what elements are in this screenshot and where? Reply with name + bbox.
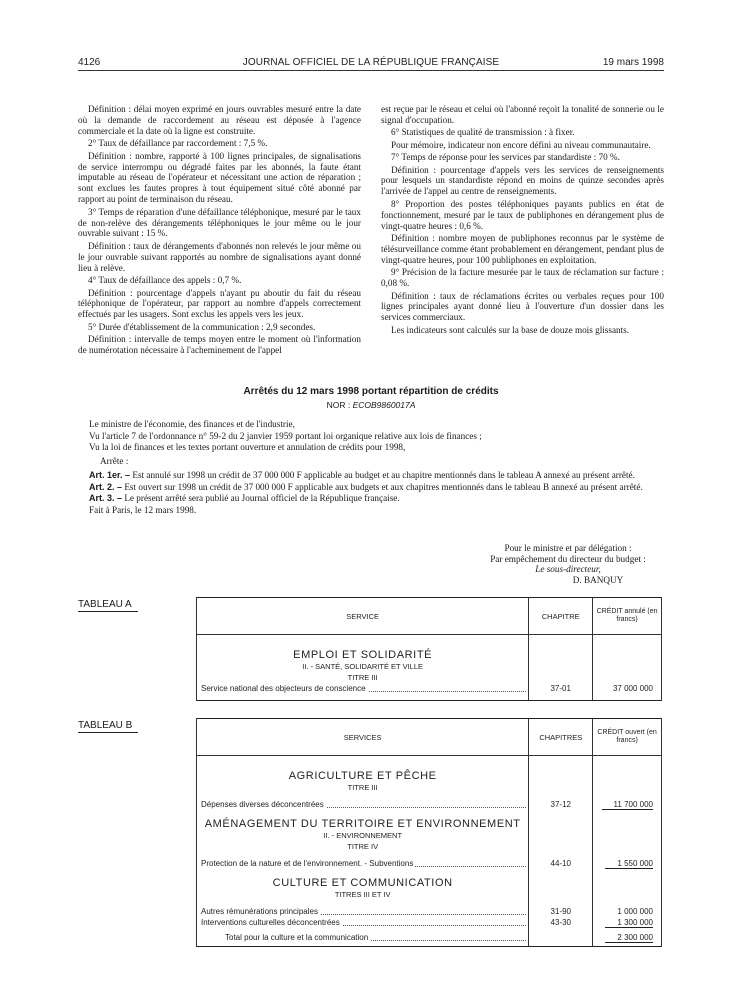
table-row-label <box>197 906 529 917</box>
article-1 <box>78 470 664 481</box>
table-row-chapitre: 37-12 <box>529 799 593 810</box>
col-header-chapitre: CHAPITRE <box>529 598 593 635</box>
col-header-credit: CRÉDIT ouvert (en francs) <box>593 719 662 756</box>
nor-label: NOR : <box>326 400 351 410</box>
paragraph: 5° Durée d'établissement de la communication : 2,9 secondes. <box>88 321 316 332</box>
signatory-name: D. BANQUY <box>572 574 624 585</box>
section-title: CULTURE ET COMMUNICATION <box>197 869 529 889</box>
signature-role-wrap <box>470 564 666 575</box>
table-row-amount <box>593 799 662 810</box>
titre-label: TITRE III <box>197 782 529 793</box>
article-2 <box>78 482 664 493</box>
article-text: Est ouvert sur 1998 un crédit de 37 000 000 F applicable aux budgets et aux chapitres mentionnés dans le tableau B annexé au présent arrêté. <box>122 481 643 492</box>
paragraph: 7° Temps de réponse pour les services par standardiste : 70 %. <box>391 152 620 163</box>
article-text: Est annulé sur 1998 un crédit de 37 000 000 F applicable au budget et au chapitre mentionnés dans le tableau A annexé au présent arrêté. <box>130 470 635 480</box>
amount-value: 1 300 000 <box>605 918 653 928</box>
table-row-chapitre: 31-90 <box>529 906 593 917</box>
table-row-label <box>197 799 529 810</box>
tableau-a <box>196 597 662 701</box>
paragraph: Définition : pourcentage d'appels n'ayant pu aboutir du fait du réseau téléphonique de l'opérateur, par rapport au nombre d'appels correctement effectués par les usagers. Sont exclus les appels vers les jeux. <box>78 287 361 320</box>
col-header-service: SERVICE <box>197 598 529 635</box>
page-header <box>78 57 664 71</box>
nor-reference <box>78 400 664 410</box>
row-label-text: Service national des objecteurs de conscience <box>201 684 366 693</box>
tableau-a-label: TABLEAU A <box>78 599 138 612</box>
titre-label: TITRE IV <box>197 841 529 852</box>
titre-label: TITRES III ET IV <box>197 889 529 900</box>
section-title: AMÉNAGEMENT DU TERRITOIRE ET ENVIRONNEMENT <box>197 810 529 830</box>
paragraph: 9° Précision de la facture mesurée par le taux de réclamation sur facture : 0,08 %. <box>381 267 664 289</box>
paragraph: Définition : pourcentage d'appels vers les services de renseignements pour lesquels un standardiste répond en moins de quinze secondes après l'arrivée de l'appel au centre de renseignements. <box>381 164 664 197</box>
paragraph: Définition : taux de réclamations écrites ou verbales reçues pour 100 lignes principales ayant donné lieu à l'ouverture d'un dossier dans les services commerciaux. <box>381 290 664 323</box>
table-row-label <box>197 683 529 694</box>
article-label: Art. 3. – <box>89 493 123 503</box>
signature-role: Le sous-directeur, <box>535 564 601 575</box>
section-title: EMPLOI ET SOLIDARITÉ <box>197 635 529 662</box>
done-line: Fait à Paris, le 12 mars 1998. <box>89 504 197 515</box>
total-amount-value: 2 300 000 <box>605 933 653 943</box>
total-row-label <box>197 932 529 943</box>
paragraph: Les indicateurs sont calculés sur la base de douze mois glissants. <box>391 324 630 335</box>
intro-line: Le ministre de l'économie, des finances et de l'industrie, <box>89 419 295 429</box>
signature-line: Pour le ministre et par délégation : <box>504 543 632 553</box>
signature-line: Par empêchement du directeur du budget : <box>490 553 646 564</box>
table-row-chapitre: 37-01 <box>529 683 593 694</box>
signature-block <box>470 543 666 585</box>
paragraph: Définition : taux de dérangements d'abonnés non relevés le jour même ou le jour ouvrable suivant rapportés au nombre de signalisations ayant donné lieu à relève. <box>78 240 361 273</box>
amount-value: 11 700 000 <box>602 800 653 810</box>
paragraph: Définition : intervalle de temps moyen entre le moment où l'information de numérotation nécessaire à l'acheminement de l'appel <box>78 334 361 356</box>
article-text: Le présent arrêté sera publié au Journal officiel de la République française. <box>122 493 400 503</box>
col-header-chapitres: CHAPITRES <box>529 719 593 756</box>
right-column <box>381 104 664 337</box>
intro-line: Vu l'article 7 de l'ordonnance n° 59-2 du 2 janvier 1959 portant loi organique relative aux lois de finances ; <box>89 430 482 441</box>
total-row-amount <box>593 932 662 943</box>
table-row-chapitre: 43-30 <box>529 917 593 928</box>
paragraph: Définition : nombre moyen de publiphones reconnus par le système de télésurveillance comme étant probablement en dérangement, pendant plus de vingt-quatre heures, pour 100 publiphones en exploitation. <box>381 232 664 265</box>
subsection-title: II. - ENVIRONNEMENT <box>197 830 529 841</box>
paragraph: Définition : nombre, rapporté à 100 lignes principales, de signalisations de service interrompu ou dégradé faites par les abonnés, la faute étant imputable au réseau de l'opérateur et nécessitant une action de réparation ; sont exclues les fautes propres à tout équipement situé côté abonné par rapport au point de terminaison du réseau. <box>78 150 361 205</box>
tableau-b <box>196 718 662 947</box>
amount-value: 1 550 000 <box>605 859 653 869</box>
arrete-word: Arrête : <box>100 455 129 466</box>
table-row-amount <box>593 858 662 869</box>
row-label-text: Interventions culturelles déconcentrées <box>201 918 340 927</box>
table-row-label <box>197 858 529 869</box>
paragraph: est reçue par le réseau et celui où l'abonné reçoit la tonalité de sonnerie ou le signal d'occupation. <box>381 104 664 125</box>
header-rule <box>78 70 664 71</box>
paragraph: 3° Temps de réparation d'une défaillance téléphonique, mesuré par le taux de non-relève des dérangements téléphoniques le jour même ou le jour ouvrable suivant : 15 %. <box>78 206 361 239</box>
decree-title: Arrêtés du 12 mars 1998 portant répartition de crédits <box>243 386 499 397</box>
titre-label: TITRE III <box>197 672 529 683</box>
nor-code: ECOB9860017A <box>352 400 416 410</box>
row-label-text: Dépenses diverses déconcentrées <box>201 800 324 809</box>
article-label: Art. 2. – <box>89 481 123 492</box>
table-row-label <box>197 917 529 928</box>
paragraph: Définition : délai moyen exprimé en jours ouvrables mesuré entre la date où la demande de raccordement au réseau est déposée à l'agence commerciale et la date où la ligne est construite. <box>78 104 361 136</box>
article-3 <box>78 493 664 504</box>
paragraph: 6° Statistiques de qualité de transmission : à fixer. <box>391 127 575 138</box>
paragraph: 8° Proportion des postes téléphoniques payants publics en état de fonctionnement, mesuré par le taux de publiphones en dérangement plus de vingt-quatre heures : 0,6 %. <box>381 198 664 231</box>
intro-line: Vu la loi de finances et les textes portant ouverture et annulation de crédits pour 1998, <box>89 442 406 452</box>
col-header-credit: CRÉDIT annulé (en francs) <box>593 598 662 635</box>
decree-body <box>78 419 664 516</box>
total-label-text: Total pour la culture et la communication <box>225 933 369 942</box>
article-label: Art. 1er. – <box>89 470 131 480</box>
col-header-services: SERVICES <box>197 719 529 756</box>
row-label-text: Autres rémunérations principales <box>201 907 318 916</box>
journal-title: JOURNAL OFFICIEL DE LA RÉPUBLIQUE FRANÇAISE <box>242 57 500 68</box>
issue-date: 19 mars 1998 <box>602 57 664 68</box>
page-number: 4126 <box>78 57 101 68</box>
table-row-amount: 1 000 000 <box>593 906 662 917</box>
paragraph: 4° Taux de défaillance des appels : 0,7 %. <box>88 275 242 286</box>
table-row-amount <box>593 917 662 928</box>
tableau-b-label: TABLEAU B <box>78 720 138 733</box>
row-label-text: Protection de la nature et de l'environnement. - Subventions <box>201 859 414 868</box>
table-row-amount: 37 000 000 <box>593 683 662 694</box>
section-title: AGRICULTURE ET PÊCHE <box>197 756 529 783</box>
paragraph: 2° Taux de défaillance par raccordement : 7,5 %. <box>88 138 268 149</box>
left-column <box>78 104 361 357</box>
paragraph: Pour mémoire, indicateur non encore défini au niveau communautaire. <box>391 139 651 150</box>
subsection-title: II. - SANTÉ, SOLIDARITÉ ET VILLE <box>197 661 529 672</box>
table-row-chapitre: 44-10 <box>529 858 593 869</box>
